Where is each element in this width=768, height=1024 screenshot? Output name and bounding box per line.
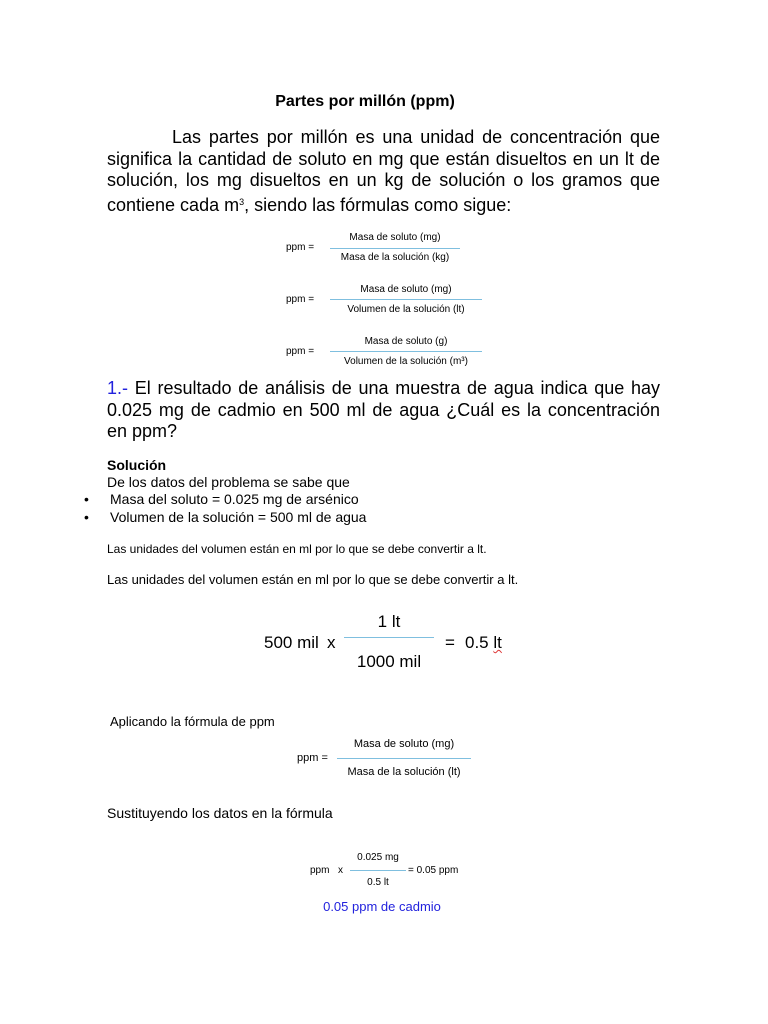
formula-1-numerator: Masa de soluto (mg)	[349, 232, 441, 243]
formula-2-bar	[330, 299, 482, 300]
formula-ppm-lt-numerator: Masa de soluto (mg)	[353, 738, 455, 750]
conversion-result-value: 0.5	[465, 633, 489, 652]
conversion-denominator: 1000 mil	[356, 652, 422, 671]
substitution-result: = 0.05 ppm	[408, 865, 459, 876]
solution-heading: Solución	[107, 457, 167, 473]
list-item	[84, 509, 366, 525]
list-item	[84, 491, 359, 507]
intro-superscript: 3	[239, 196, 245, 207]
substitution-lhs: ppm	[310, 865, 330, 876]
solution-intro: De los datos del problema se sabe que	[107, 474, 350, 490]
formula-ppm-lt	[297, 738, 477, 782]
conversion-equals: =	[445, 633, 455, 652]
formula-1-denominator: Masa de la solución (kg)	[340, 252, 450, 263]
formula-ppm-lt-denominator: Masa de la solución (lt)	[347, 766, 461, 778]
formula-2	[286, 284, 486, 320]
conversion-numerator: 1 lt	[377, 612, 401, 631]
formula-ppm-lt-bar	[337, 758, 471, 759]
bullet-text: Masa del soluto = 0.025 mg de arsénico	[110, 491, 359, 507]
formula-ppm-lt-lhs: ppm =	[297, 752, 328, 764]
formula-3-bar	[330, 351, 482, 352]
substitution-numerator: 0.025 mg	[357, 852, 399, 863]
intro-paragraph	[107, 127, 660, 216]
problem-text: El resultado de análisis de una muestra de agua indica que hay 0.025 mg de cadmio en 500 ml de agua ¿Cuál es la concentración en ppm?	[107, 378, 660, 441]
formula-1-bar	[330, 248, 460, 249]
conversion-result-unit: lt	[493, 633, 502, 652]
conversion-result	[465, 633, 502, 653]
formula-3-denominator: Volumen de la solución (m³)	[344, 356, 468, 367]
substitution-bar	[350, 870, 406, 871]
problem-statement	[107, 378, 660, 443]
formula-1-lhs: ppm =	[286, 242, 315, 253]
formula-3	[286, 336, 486, 372]
substitution-times: x	[338, 865, 343, 876]
page-title: Partes por millón (ppm)	[275, 93, 455, 110]
intro-text-end: , siendo las fórmulas como sigue:	[244, 194, 512, 215]
conversion-times: x	[327, 633, 336, 652]
substitution-denominator: 0.5 lt	[367, 877, 389, 888]
formula-3-numerator: Masa de soluto (g)	[364, 336, 448, 347]
applying-label: Aplicando la fórmula de ppm	[110, 714, 275, 729]
final-answer: 0.05 ppm de cadmio	[323, 899, 441, 914]
intro-text: Las partes por millón es una unidad de concentración que significa la cantidad de soluto en mg que están disueltos en un lt de solución, los mg disueltos en un kg de solución o los gramos que contiene cada m	[107, 127, 660, 215]
conversion-bar	[344, 637, 434, 638]
formula-2-denominator: Volumen de la solución (lt)	[347, 304, 465, 315]
bullet-text: Volumen de la solución = 500 ml de agua	[110, 509, 367, 525]
bullet-icon: •	[84, 509, 89, 525]
substituting-label: Sustituyendo los datos en la fórmula	[107, 805, 333, 821]
formula-2-numerator: Masa de soluto (mg)	[360, 284, 452, 295]
formula-3-lhs: ppm =	[286, 346, 315, 357]
problem-number: 1.-	[107, 378, 129, 398]
unit-note-small: Las unidades del volumen están en ml por lo que se debe convertir a lt.	[107, 542, 487, 556]
substitution-formula	[310, 852, 470, 892]
formula-2-lhs: ppm =	[286, 294, 315, 305]
unit-note: Las unidades del volumen están en ml por lo que se debe convertir a lt.	[107, 572, 519, 587]
formula-1	[286, 230, 466, 266]
conversion-lhs: 500 mil	[264, 633, 319, 652]
bullet-icon: •	[84, 491, 89, 507]
